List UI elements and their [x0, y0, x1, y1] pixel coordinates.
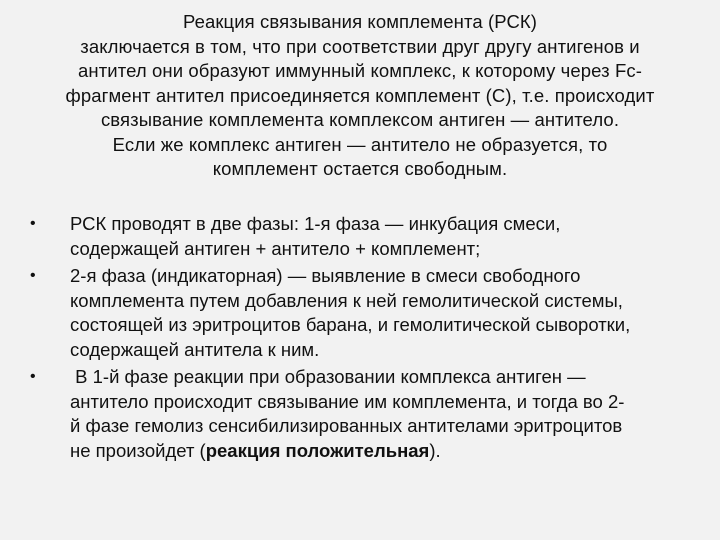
intro-line: фрагмент антител присоединяется комплемент (С), т.е. происходит — [65, 84, 655, 106]
bullet-marker: • — [30, 215, 36, 232]
intro-line: Если же комплекс антиген — антитело не образуется, то — [112, 133, 608, 155]
intro-line: заключается в том, что при соответствии друг другу антигенов и — [80, 35, 640, 57]
bullet-list — [30, 212, 690, 466]
bullet-item-phase-two — [30, 264, 690, 362]
bullet-line: содержащей антитела к ним. — [70, 338, 320, 360]
bullet-item-phases — [30, 212, 690, 261]
bullet-line: антитело происходит связывание им комплемента, и тогда во 2- — [70, 390, 625, 412]
intro-line: связывание комплемента комплексом антиген — антитело. — [100, 109, 620, 130]
bullet-line: содержащей антиген + антитело + комплемент; — [70, 237, 481, 259]
bullet-line: й фазе гемолиз сенсибилизированных антителами эритроцитов — [70, 415, 623, 436]
bullet-line: 2-я фаза (индикаторная) — выявление в смеси свободного — [70, 265, 581, 286]
bullet-text: ). — [429, 439, 441, 461]
bold-phrase: реакция положительная — [205, 439, 430, 461]
bullet-line: состоящей из эритроцитов барана, и гемолитической сыворотки, — [70, 314, 631, 335]
intro-line: антител они образуют иммунный комплекс, к которому через Fc- — [78, 60, 642, 81]
bullet-marker: • — [30, 368, 36, 385]
bullet-line: комплемента путем добавления к ней гемолитической системы, — [70, 289, 623, 311]
intro-line: комплемент остается свободным. — [212, 158, 508, 179]
bullet-line: РСК проводят в две фазы: 1-я фаза — инкубация смеси, — [70, 213, 561, 234]
intro-line: Реакция связывания комплемента (РСК) — [182, 11, 538, 32]
bullet-item-positive-reaction — [30, 365, 690, 463]
intro-paragraph — [28, 10, 692, 182]
bullet-marker: • — [30, 267, 36, 284]
bullet-line-last — [70, 439, 690, 464]
bullet-line: В 1-й фазе реакции при образовании комплекса антиген — — [70, 366, 586, 387]
bullet-text: не произойдет ( — [70, 439, 206, 461]
